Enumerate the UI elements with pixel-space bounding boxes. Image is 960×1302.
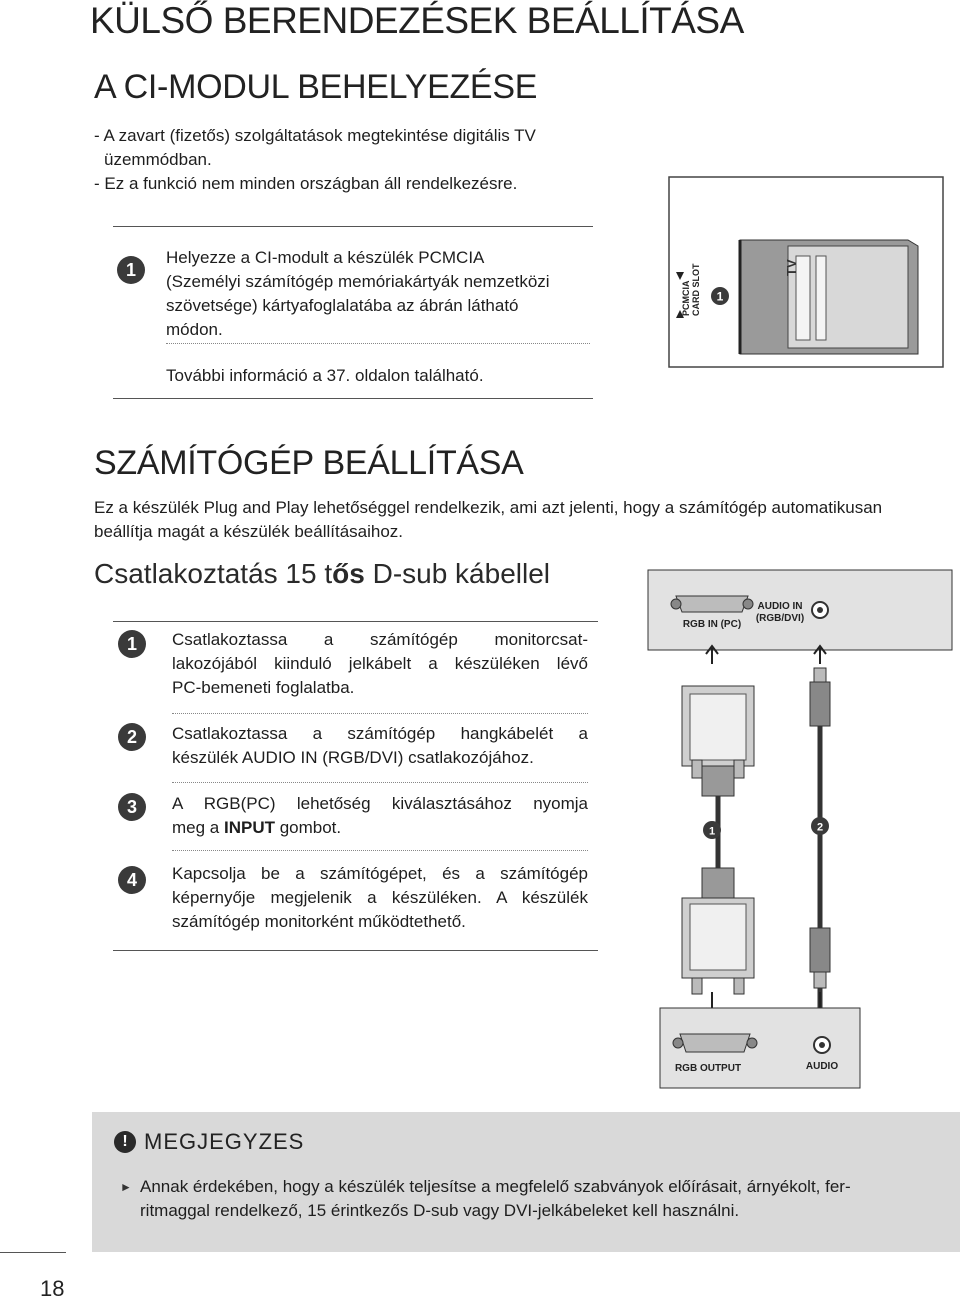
pc-step-part: lehetőség kiválasztásához nyomja <box>275 794 589 813</box>
connection-diagram <box>640 568 960 1098</box>
pc-step-line: képernyője megjelenik a készüléken. A készülék <box>172 888 588 907</box>
diagram-marker-1: 1 <box>708 825 716 838</box>
tv-rgb-port <box>676 596 748 612</box>
pc-step-line: készülék AUDIO IN (RGB/DVI) csatlakozójához. <box>172 748 534 767</box>
card-slot-label: CARD SLOT <box>691 263 701 316</box>
pc-step-text <box>172 792 588 840</box>
pc-step-part: INPUT <box>223 818 275 837</box>
footer-rule <box>0 1252 66 1253</box>
pc-intro-line: beállítja magát a készülék beállításaihoz. <box>94 522 404 541</box>
pc-step-text <box>172 722 588 770</box>
tv-audio-label-2: (RGB/DVI) <box>755 613 805 624</box>
pc-step-line: PC-bemeneti foglalatba. <box>172 678 355 697</box>
ci-section-title: A CI-MODUL BEHELYEZÉSE <box>94 68 538 106</box>
pc-section-title: SZÁMÍTÓGÉP BEÁLLÍTÁSA <box>94 444 524 482</box>
pc-subtitle-part: D-sub kábellel <box>364 558 551 589</box>
audio-cable-bottom-plug <box>810 928 830 972</box>
pc-step-number: 3 <box>118 793 146 821</box>
exclamation-icon: ! <box>114 1131 136 1153</box>
pc-step-divider <box>172 782 588 783</box>
pc-step-divider <box>172 850 588 851</box>
pc-step-line: Kapcsolja be a számítógépet, és a számítógép <box>172 864 588 883</box>
diagram-marker-2: 2 <box>816 821 824 834</box>
page-header: KÜLSŐ BERENDEZÉSEK BEÁLLÍTÁSA <box>90 0 744 41</box>
pc-step-divider <box>172 713 588 714</box>
tv-rgb-label: RGB IN (PC) <box>682 619 742 630</box>
pc-subtitle <box>94 558 550 590</box>
pc-subtitle-part: ős <box>332 558 365 589</box>
pc-audio-label: AUDIO <box>805 1061 839 1072</box>
ci-intro-line: - A zavart (fizetős) szolgáltatások megtekintése digitális TV <box>94 126 536 145</box>
ci-top-rule <box>113 226 593 227</box>
ci-step-line: Helyezze a CI-modult a készülék PCMCIA <box>166 248 485 267</box>
pc-step-number: 1 <box>118 630 146 658</box>
page-number: 18 <box>40 1276 65 1301</box>
audio-cable-top-plug <box>810 682 830 726</box>
ci-step-line: szövetsége) kártyafoglalatába az ábrán látható <box>166 296 519 315</box>
pc-step-number: 2 <box>118 723 146 751</box>
pc-step-line: Csatlakoztassa a számítógép monitorcsat- <box>172 630 588 649</box>
triangle-bullet-icon: ► <box>120 1180 132 1194</box>
ci-more-info: További információ a 37. oldalon található. <box>166 366 484 385</box>
ci-bottom-rule <box>113 398 593 399</box>
pc-bottom-rule <box>113 950 598 951</box>
pc-step-line <box>172 792 588 816</box>
pc-step-part: meg a <box>172 818 224 837</box>
ci-dotted-rule <box>166 343 590 344</box>
tv-audio-label-1: AUDIO IN <box>757 601 803 612</box>
ci-step-number: 1 <box>117 256 145 284</box>
pc-step-text <box>172 862 588 934</box>
note-line: Annak érdekében, hogy a készülék teljesítse a megfelelő szabványok előírásait, árnyékolt, fer- <box>140 1177 851 1196</box>
pc-step-part: A <box>172 794 204 813</box>
pc-rgb-port <box>680 1034 750 1052</box>
pc-subtitle-part: Csatlakoztatás 15 t <box>94 558 333 589</box>
note-line: ritmaggal rendelkező, 15 érintkezős D-sub vagy DVI-jelkábeleket kell használni. <box>140 1201 740 1220</box>
pc-step-line: Csatlakoztassa a számítógép hangkábelét a <box>172 724 588 743</box>
pcmcia-label: PCMCIA <box>681 280 691 316</box>
pc-step-text <box>172 628 588 700</box>
pc-rgb-label: RGB OUTPUT <box>674 1063 742 1074</box>
ci-step-text <box>166 246 550 342</box>
ci-step-line: módon. <box>166 320 223 339</box>
ci-module-figure <box>668 176 944 368</box>
pc-intro-line: Ez a készülék Plug and Play lehetőséggel rendelkezik, ami azt jelenti, hogy a számítógép automatikusan <box>94 498 883 517</box>
pc-step-line: számítógép monitorként működtethető. <box>172 912 466 931</box>
pc-top-rule <box>113 621 598 622</box>
pc-step-part: gombot. <box>274 818 342 837</box>
pc-step-part: RGB(PC) <box>203 794 276 813</box>
pc-step-line: lakozójából kiinduló jelkábelt a készüléken lévő <box>172 654 588 673</box>
note-text <box>140 1175 851 1223</box>
ci-intro <box>94 124 536 196</box>
note-title: MEGJEGYZES <box>144 1129 305 1154</box>
ci-intro-line: - Ez a funkció nem minden országban áll rendelkezésre. <box>94 174 518 193</box>
ci-step-line: (Személyi számítógép memóriakártyák nemzetközi <box>166 272 550 291</box>
tv-card-label: TV <box>784 259 799 276</box>
pc-step-line <box>172 816 588 840</box>
pc-step-number: 4 <box>118 866 146 894</box>
ci-intro-line: üzemmódban. <box>104 150 212 169</box>
figure-marker: 1 <box>716 289 724 304</box>
pc-intro <box>94 496 954 544</box>
